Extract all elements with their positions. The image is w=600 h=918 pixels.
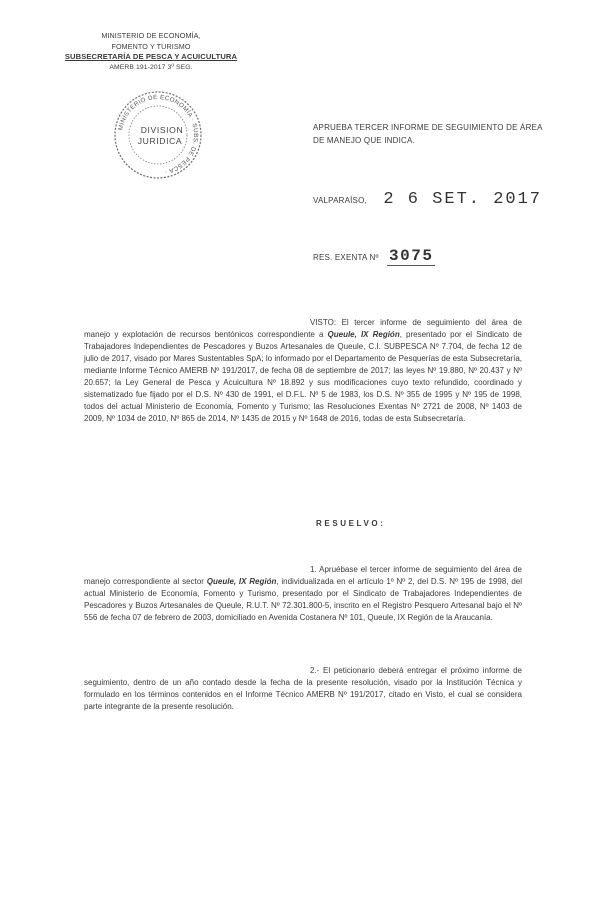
ministry-name: MINISTERIO DE ECONOMÍA,	[101, 31, 201, 40]
visto-text-before: de manejo y explotación de recursos bentónicos correspondiente a	[84, 318, 522, 339]
point2-text: informe de seguimiento, dentro de un año contado desde la fecha de la presente resolución, visado por la Institución Técnica y formulado en los términos contenidos en el Informe Técnico AMERB Nº 191/2017, citado en Visto, el cual se considera parte integrante de la presente resolución.	[84, 666, 522, 711]
point2-lead: 2.- El peticionario deberá entregar el próximo	[310, 666, 479, 675]
resolution-point-2	[84, 665, 522, 713]
division-juridica-stamp	[112, 89, 204, 181]
subsecretaria-name: SUBSECRETARÍA DE PESCA Y ACUICULTURA	[64, 52, 238, 61]
point1-text-before: del área de manejo correspondiente al sector	[84, 565, 522, 586]
header-block	[56, 31, 246, 73]
ministry-sub: FOMENTO Y TURISMO	[111, 41, 191, 51]
stamp-center-line2: JURIDICA	[137, 136, 183, 146]
resolution-number: 3075	[389, 247, 434, 265]
date-line	[313, 190, 542, 209]
point1-text-after: , individualizada en el artículo 1º Nº 2, del D.S. Nº 195 de 1998, del actual Ministerio de Economía, Fomento y Turismo, presentado por el Sindicato de Trabajadores Independientes de Pescadores y Buzos Artesanales de Queule, R.U.T. Nº 72.301.800-5, inscrito en el Registro Pesquero Artesanal bajo el Nº 556 de fecha 07 de febrero de 2003, domiciliado en Avenida Costanera Nº 101, Queule, IX Región de la Araucanía.	[84, 577, 523, 622]
visto-paragraph	[84, 317, 522, 425]
resuelvo-heading: RESUELVO:	[316, 519, 386, 528]
stamp-ring-text: MINISTERIO DE ECONOMÍA · SUBS. DE PESCA ·	[117, 93, 200, 176]
document-title: APRUEBA TERCER INFORME DE SEGUIMIENTO DE ÁREA DE MANEJO QUE INDICA.	[313, 123, 543, 145]
visto-text-after: , presentado por el Sindicato de Trabajadores Independientes de Pescadores y Buzos Artesanales de Queule, C.I. SUBPESCA Nº 7.704, de fecha 12 de julio de 2017, visado por Mares Sustentables SpA; lo informado por el Departamento de Pesquerías de esta Subsecretaría, mediante Informe Técnico AMERB Nº 191/2017, de fecha 08 de septiembre de 2017; las leyes Nº 19.880, Nº 20.437 y Nº 20.657; la Ley General de Pesca y Acuicultura Nº 18.892 y sus modificaciones cuyo texto refundido, coordinado y sistematizado fue fijado por el D.S. Nº 430 de 1991, el D.F.L. Nº 5 de 1983, los D.S. Nº 355 de 1995 y Nº 195 de 1998, todos del actual Ministerio de Economía, Fomento y Turismo; las Resoluciones Exentas Nº 2721 de 2008, Nº 1403 de 2009, Nº 1034 de 2010, Nº 865 de 2014, Nº 1435 de 2015 y Nº 1648 de 2016, todas de esta Subsecretaría.	[84, 330, 522, 423]
date-value: 2 6 SET. 2017	[383, 190, 543, 209]
point1-lead: 1. Apruébase el tercer informe de seguimiento	[310, 565, 478, 574]
resolution-line	[313, 247, 435, 265]
date-label: VALPARAÍSO,	[313, 196, 367, 205]
stamp-center-line1: DIVISION	[140, 125, 184, 135]
visto-sector: Queule, IX Región	[327, 330, 400, 339]
visto-lead: VISTO: El tercer informe de seguimiento del área	[310, 318, 508, 327]
reference-code: AMERB 191-2017 3º SEG.	[109, 63, 193, 71]
resolution-label: RES. EXENTA Nº	[313, 253, 379, 262]
resolution-point-1	[84, 564, 522, 624]
point1-sector: Queule, IX Región	[206, 577, 277, 586]
